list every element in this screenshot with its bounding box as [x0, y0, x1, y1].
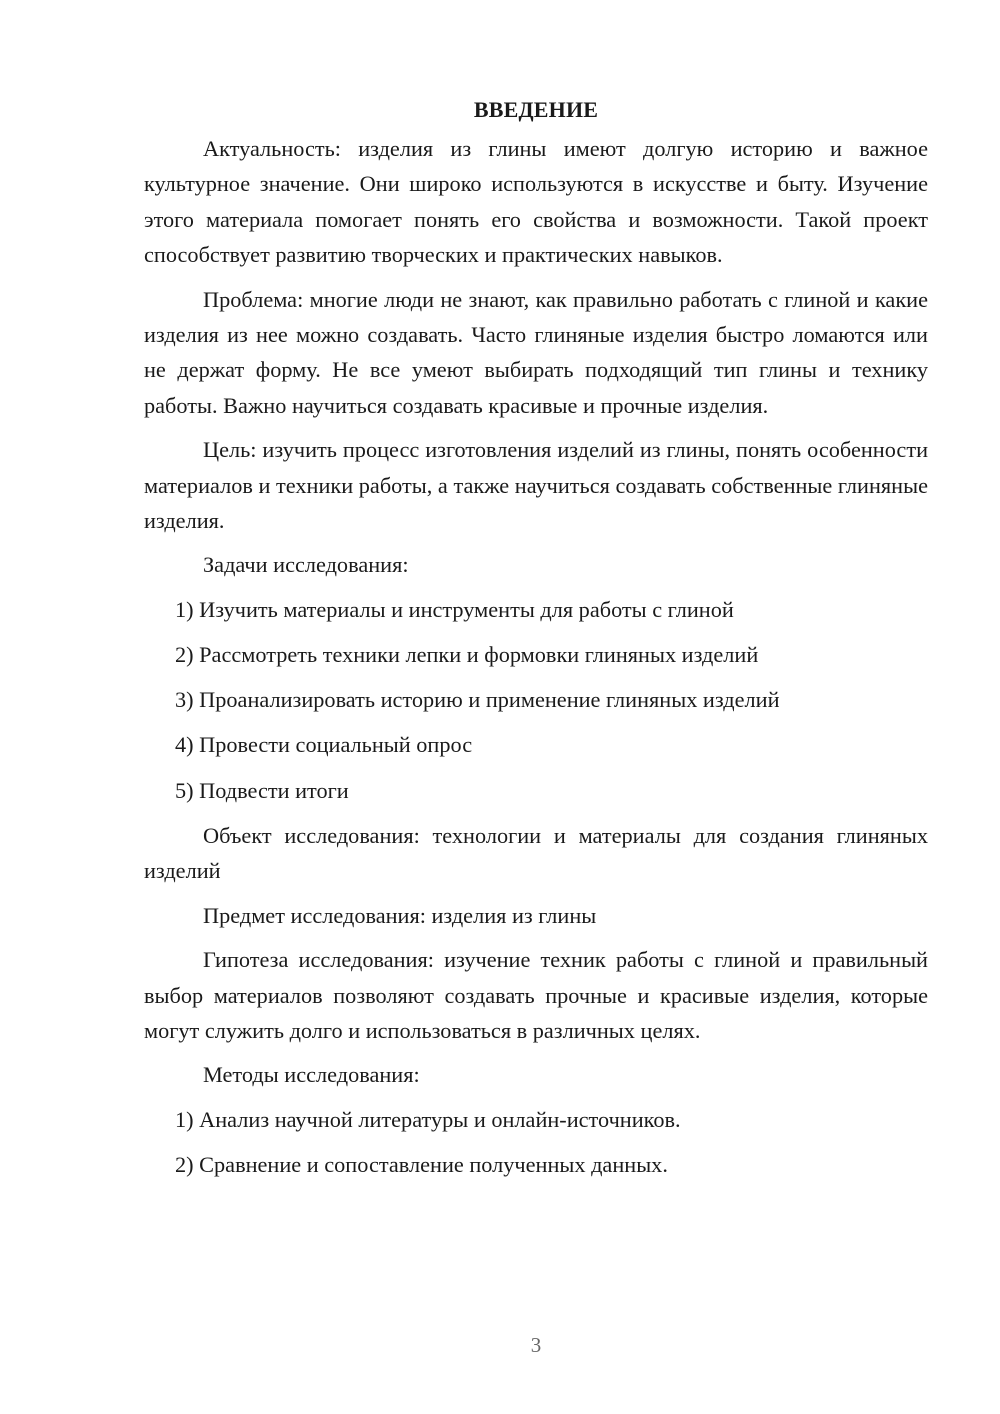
- methods-title: Методы исследования:: [203, 1062, 420, 1088]
- list-item: 3) Проанализировать историю и применение глиняных изделий: [175, 687, 780, 713]
- methods-list: [144, 1102, 928, 1183]
- tasks-title: Задачи исследования:: [203, 552, 409, 578]
- list-item: 2) Рассмотреть техники лепки и формовки глиняных изделий: [175, 642, 759, 668]
- list-item: 5) Подвести итоги: [175, 777, 349, 803]
- page-number: 3: [530, 1333, 542, 1357]
- paragraph-object: Объект исследования: технологии и материалы для создания глиняных изделий: [144, 822, 928, 884]
- paragraph-goal: Цель: изучить процесс изготовления изделий из глины, понять особенности материалов и техники работы, а также научиться создавать собственные глиняные изделия.: [144, 437, 928, 534]
- tasks-list: [144, 592, 928, 808]
- list-item: 1) Анализ научной литературы и онлайн-источников.: [175, 1106, 681, 1132]
- list-item: 1) Изучить материалы и инструменты для работы с глиной: [175, 596, 734, 622]
- list-item: 2) Сравнение и сопоставление полученных данных.: [175, 1151, 668, 1177]
- page-title: ВВЕДЕНИЕ: [473, 97, 599, 122]
- paragraph-subject: Предмет исследования: изделия из глины: [203, 902, 597, 928]
- list-item: 4) Провести социальный опрос: [175, 732, 473, 758]
- paragraph-problem: Проблема: многие люди не знают, как правильно работать с глиной и какие изделия из нее можно создавать. Часто глиняные изделия быстро ломаются или не держат форму. Не все умеют выбирать подходящий тип глины и технику работы. Важно научиться создавать красивые и прочные изделия.: [144, 286, 928, 418]
- paragraph-relevance: Актуальность: изделия из глины имеют долгую историю и важное культурное значение. Они широко используются в искусстве и быту. Изучение этого материала помогает понять его свойства и возможности. Такой проект способствует развитию творческих и практических навыков.: [144, 136, 928, 268]
- document-body: [144, 95, 928, 1192]
- paragraph-hypothesis: Гипотеза исследования: изучение техник работы с глиной и правильный выбор материалов позволяют создавать прочные и красивые изделия, которые могут служить долго и использоваться в различных целях.: [144, 947, 928, 1043]
